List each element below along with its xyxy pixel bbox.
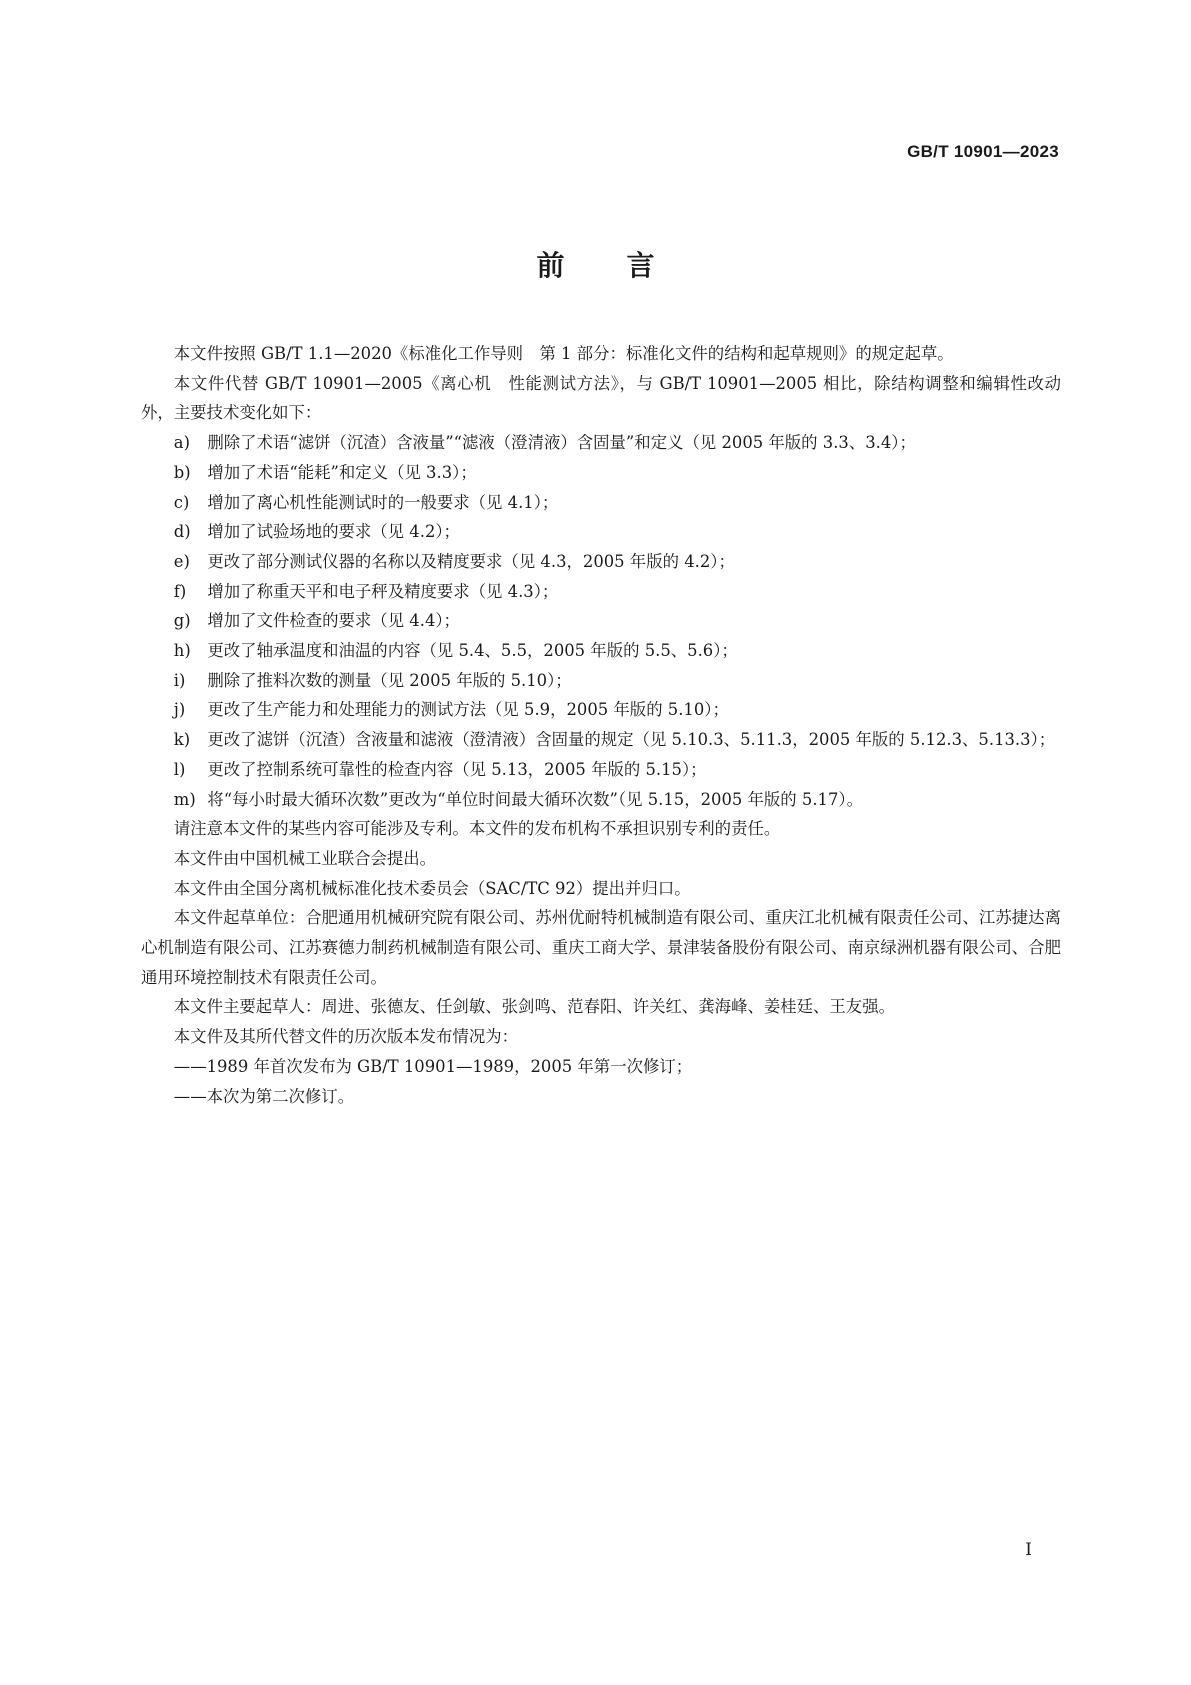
list-item-text: 删除了术语“滤饼（沉渣）含液量”“滤液（澄清液）含固量”和定义（见 2005 年版的 3.3、3.4）；: [207, 433, 916, 453]
list-marker: b): [173, 462, 191, 482]
list-item: [141, 666, 1061, 696]
history-item: ——本次为第二次修订。: [173, 1086, 355, 1106]
drafting-units: 本文件起草单位：合肥通用机械研究院有限公司、苏州优耐特机械制造有限公司、重庆江北机械有限责任公司、江苏捷达离心机制造有限公司、江苏赛德力制药机械制造有限公司、重庆工商大学、景津装备股份有限公司、南京绿洲机器有限公司、合肥通用环境控制技术有限责任公司。: [141, 908, 1061, 987]
list-item: [141, 428, 1061, 458]
list-marker: g): [173, 611, 191, 631]
list-marker: h): [173, 641, 191, 661]
drafters: 本文件主要起草人：周进、张德友、任剑敏、张剑鸣、范春阳、许关红、龚海峰、姜桂廷、王友强。: [173, 997, 895, 1017]
proposer-statement: 本文件由中国机械工业联合会提出。: [173, 848, 437, 868]
patent-notice: 请注意本文件的某些内容可能涉及专利。本文件的发布机构不承担识别专利的责任。: [173, 819, 781, 839]
list-item: [141, 606, 1061, 636]
list-item: [141, 695, 1061, 725]
list-item-text: 更改了部分测试仪器的名称以及精度要求（见 4.3，2005 年版的 4.2）；: [207, 551, 735, 571]
list-marker: i): [173, 670, 186, 690]
list-item: [141, 725, 1061, 755]
list-item-text: 更改了控制系统可靠性的检查内容（见 5.13，2005 年版的 5.15）；: [207, 759, 707, 779]
page-number: I: [1025, 1540, 1032, 1560]
changes-list: [141, 428, 1061, 814]
list-marker: j): [173, 700, 186, 720]
list-marker: f): [173, 581, 187, 601]
list-item: [141, 517, 1061, 547]
list-item-text: 更改了滤饼（沉渣）含液量和滤液（澄清液）含固量的规定（见 5.10.3、5.11.3，2005 年版的 5.12.3、5.13.3）；: [207, 730, 1056, 750]
standard-code: GB/T 10901—2023: [907, 142, 1059, 161]
list-marker: a): [173, 433, 190, 453]
list-item: [141, 755, 1061, 785]
list-item-text: 更改了生产能力和处理能力的测试方法（见 5.9，2005 年版的 5.10）；: [207, 700, 729, 720]
list-marker: l): [173, 759, 186, 779]
list-marker: c): [173, 492, 190, 512]
list-item: [141, 458, 1061, 488]
replacement-paragraph: 本文件代替 GB/T 10901—2005《离心机 性能测试方法》，与 GB/T 10901—2005 相比，除结构调整和编辑性改动外，主要技术变化如下：: [141, 373, 1061, 423]
list-item: [141, 785, 1061, 815]
list-marker: d): [173, 522, 191, 542]
list-item: [141, 488, 1061, 518]
history-intro: 本文件及其所代替文件的历次版本发布情况为：: [173, 1027, 518, 1047]
list-item-text: 增加了离心机性能测试时的一般要求（见 4.1）；: [207, 492, 559, 512]
list-item-text: 增加了文件检查的要求（见 4.4）；: [207, 611, 460, 631]
list-item-text: 删除了推料次数的测量（见 2005 年版的 5.10）；: [207, 670, 572, 690]
intro-paragraph: 本文件按照 GB/T 1.1—2020《标准化工作导则 第 1 部分：标准化文件的结构和起草规则》的规定起草。: [173, 344, 954, 363]
list-item-text: 增加了术语“能耗”和定义（见 3.3）；: [207, 462, 477, 482]
list-item-text: 将“每小时最大循环次数”更改为“单位时间最大循环次数”（见 5.15，2005 年版的 5.17）。: [207, 789, 863, 809]
list-item: [141, 547, 1061, 577]
list-item-text: 增加了称重天平和电子秤及精度要求（见 4.3）；: [207, 581, 559, 601]
foreword-body: [141, 339, 1061, 1111]
list-marker: k): [173, 730, 191, 750]
list-marker: e): [173, 551, 190, 571]
page-title: 前言: [536, 249, 717, 282]
list-marker: m): [173, 789, 196, 809]
list-item: [141, 636, 1061, 666]
committee-statement: 本文件由全国分离机械标准化技术委员会（SAC/TC 92）提出并归口。: [173, 878, 691, 898]
history-item: ——1989 年首次发布为 GB/T 10901—1989，2005 年第一次修订；: [173, 1056, 693, 1076]
list-item-text: 增加了试验场地的要求（见 4.2）；: [207, 522, 460, 542]
list-item-text: 更改了轴承温度和油温的内容（见 5.4、5.5，2005 年版的 5.5、5.6）；: [207, 641, 738, 661]
list-item: [141, 577, 1061, 607]
